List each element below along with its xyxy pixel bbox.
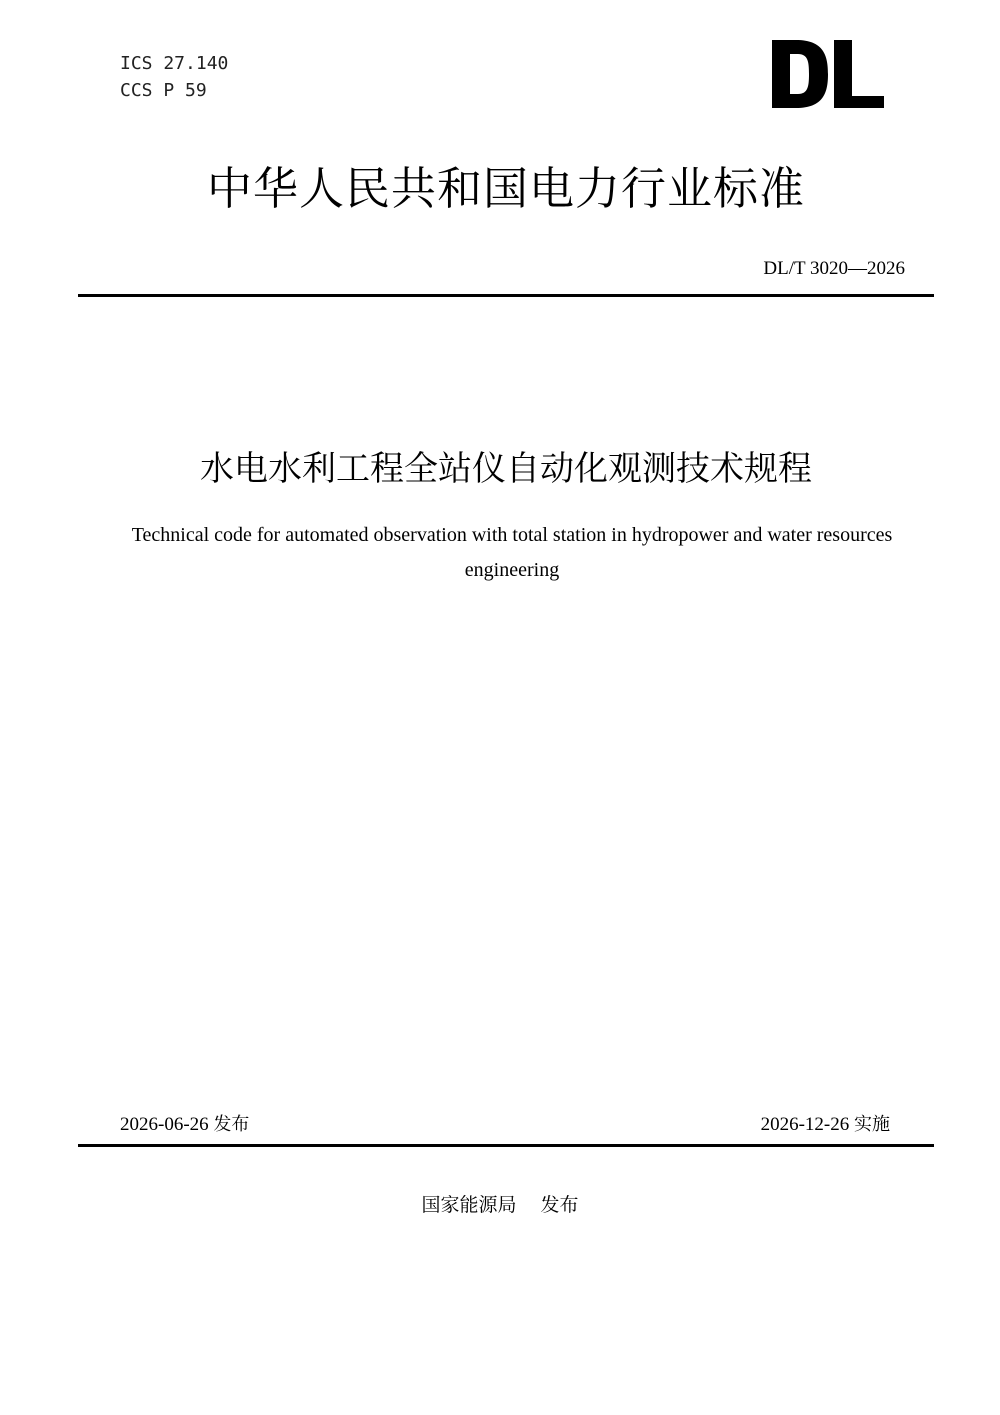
standard-category-title: 中华人民共和国电力行业标准 — [206, 162, 805, 215]
publisher-action: 发布 — [540, 1194, 579, 1216]
effective-date: 2026-12-26 — [760, 1114, 850, 1135]
ccs-code: CCS P 59 — [120, 80, 207, 101]
classification-codes — [120, 50, 228, 104]
publisher-line — [0, 1190, 1000, 1217]
effective-label: 实施 — [854, 1114, 890, 1135]
document-title-en: Technical code for automated observation with total station in hydropower and water resources engineering — [131, 524, 893, 581]
standard-number: DL/T 3020—2026 — [763, 258, 905, 279]
top-divider — [78, 294, 934, 297]
bottom-divider — [78, 1144, 934, 1147]
effective-date-line — [761, 1110, 890, 1136]
ics-code: ICS 27.140 — [120, 53, 229, 74]
dl-logo — [772, 40, 884, 108]
publish-label: 发布 — [213, 1114, 250, 1135]
document-title-zh: 水电水利工程全站仪自动化观测技术规程 — [200, 449, 812, 489]
publisher-name: 国家能源局 — [421, 1194, 517, 1216]
publish-date-line — [120, 1110, 249, 1136]
publish-date: 2026-06-26 — [120, 1114, 209, 1135]
